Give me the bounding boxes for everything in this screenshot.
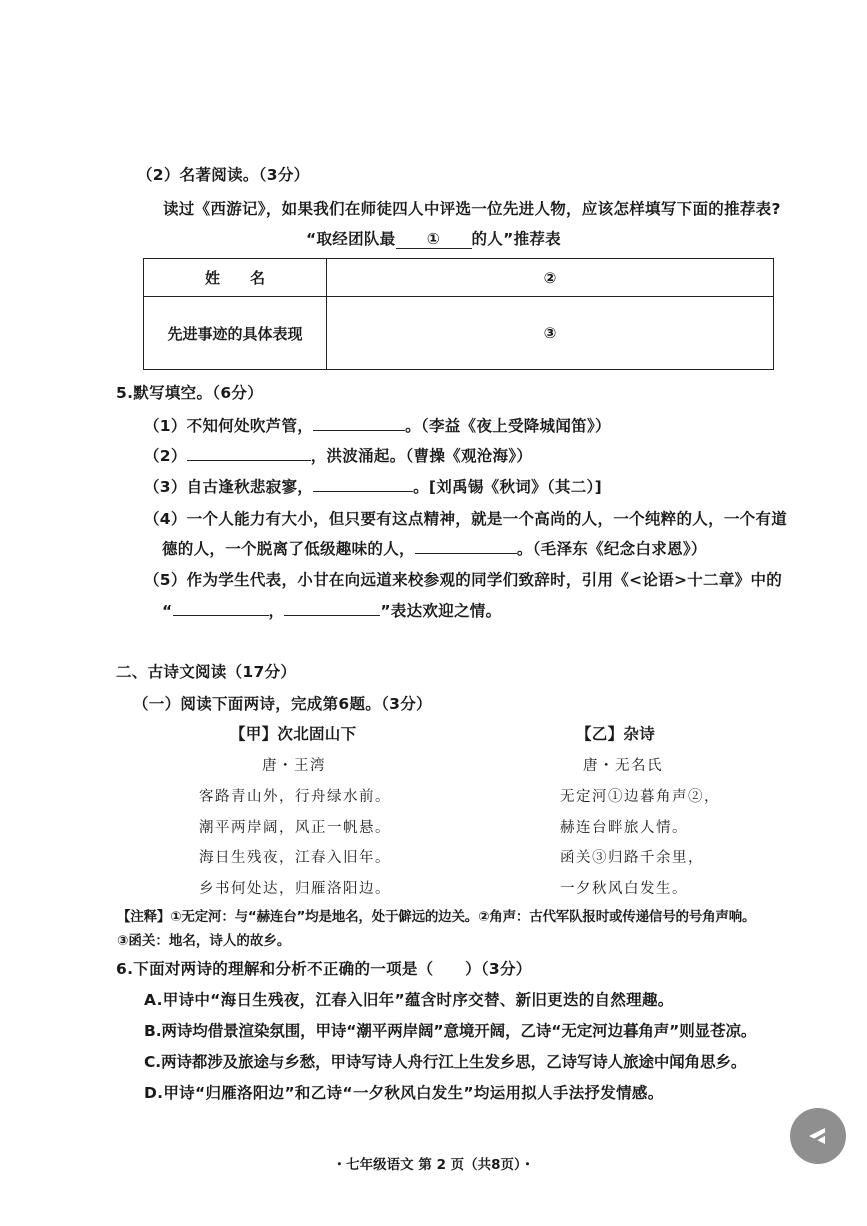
q5-item-5-line2: “ ， ”表达欢迎之情。	[162, 602, 502, 620]
row1-value: ②	[327, 259, 774, 297]
answer-blank[interactable]	[313, 477, 413, 492]
poem-a-line: 海日生残夜，江春入旧年。	[199, 850, 391, 866]
q5-item-4-line1: （4）一个人能力有大小，但只要有这点精神，就是一个高尚的人，一个纯粹的人，一个有道	[144, 510, 788, 528]
q5-item-3: （3）自古逢秋悲寂寥， 。[刘禹锡《秋词》（其二）]	[144, 478, 602, 496]
poem-a-line: 客路青山外，行舟绿水前。	[199, 789, 391, 805]
poem-a-author: 唐・王湾	[262, 758, 326, 774]
q5-item-4-line2: 德的人，一个脱离了低级趣味的人， 。（毛泽东《纪念白求恩》）	[162, 540, 707, 558]
recommendation-table	[143, 258, 774, 370]
table-title	[0, 227, 867, 249]
q6-option-a: A.甲诗中“海日生残夜，江春入旧年”蕴含时序交替、新旧更迭的自然理趣。	[144, 991, 674, 1009]
answer-blank[interactable]	[415, 539, 517, 554]
row2-label: 先进事迹的具体表现	[144, 297, 327, 370]
answer-blank[interactable]	[187, 446, 311, 461]
page-turn-icon	[803, 1121, 833, 1151]
poem-b-line: 无定河①边暮角声②，	[560, 789, 720, 805]
q5-item-5-line1: （5）作为学生代表，小甘在向远道来校参观的同学们致辞时，引用《<论语>十二章》中的	[144, 571, 783, 589]
table-title-blank: ①	[396, 230, 472, 249]
q4-2-prompt: 读过《西游记》，如果我们在师徒四人中评选一位先进人物，应该怎样填写下面的推荐表?	[163, 200, 781, 218]
poem-a-line: 乡书何处达，归雁洛阳边。	[199, 881, 391, 897]
poem-b-author: 唐・无名氏	[583, 758, 663, 774]
annotation-line-1: 【注释】①无定河：与“赫连台”均是地名，处于僻远的边关。②角声：古代军队报时或传递信号的号角声响。	[117, 909, 756, 925]
table-title-right: 的人”推荐表	[471, 230, 561, 248]
answer-blank[interactable]	[173, 601, 269, 616]
poem-b-line: 赫连台畔旅人情。	[560, 820, 688, 836]
q5-heading: 5.默写填空。（6分）	[116, 384, 264, 402]
q6-option-c: C.两诗都涉及旅途与乡愁，甲诗写诗人舟行江上生发乡思，乙诗写诗人旅途中闻角思乡。	[144, 1053, 747, 1071]
q6-stem: 6.下面对两诗的理解和分析不正确的一项是（ ）（3分）	[116, 960, 532, 978]
table-row	[144, 297, 774, 370]
q5-item-1: （1）不知何处吹芦管， 。（李益《夜上受降城闻笛》）	[144, 417, 611, 435]
poem-b-line: 一夕秋风白发生。	[560, 881, 688, 897]
table-title-left: “取经团队最	[306, 230, 396, 248]
answer-blank[interactable]	[284, 601, 380, 616]
poem-b-line: 函关③归路千余里，	[560, 850, 704, 866]
page-footer: ・七年级语文 第 2 页（共8页）・	[332, 1157, 535, 1173]
row2-value: ③	[327, 297, 774, 370]
poem-a-title: 【甲】次北固山下	[230, 725, 357, 743]
q4-2-heading: （2）名著阅读。（3分）	[137, 166, 310, 184]
row1-label: 姓 名	[144, 259, 327, 297]
poem-a-line: 潮平两岸阔，风正一帆悬。	[199, 820, 391, 836]
floating-page-button[interactable]	[790, 1108, 846, 1164]
section2-sub: （一）阅读下面两诗，完成第6题。（3分）	[133, 695, 432, 713]
q6-option-d: D.甲诗“归雁洛阳边”和乙诗“一夕秋风白发生”均运用拟人手法抒发情感。	[144, 1084, 664, 1102]
poem-b-title: 【乙】杂诗	[576, 725, 656, 743]
section2-heading: 二、古诗文阅读（17分）	[116, 663, 297, 681]
annotation-line-2: ③函关：地名，诗人的故乡。	[117, 933, 291, 949]
table-row	[144, 259, 774, 297]
q6-option-b: B.两诗均借景渲染氛围，甲诗“潮平两岸阔”意境开阔，乙诗“无定河边暮角声”则显苍凉。	[144, 1022, 757, 1040]
answer-blank[interactable]	[313, 416, 405, 431]
q5-item-2: （2） ，洪波涌起。（曹操《观沧海》）	[144, 447, 533, 465]
